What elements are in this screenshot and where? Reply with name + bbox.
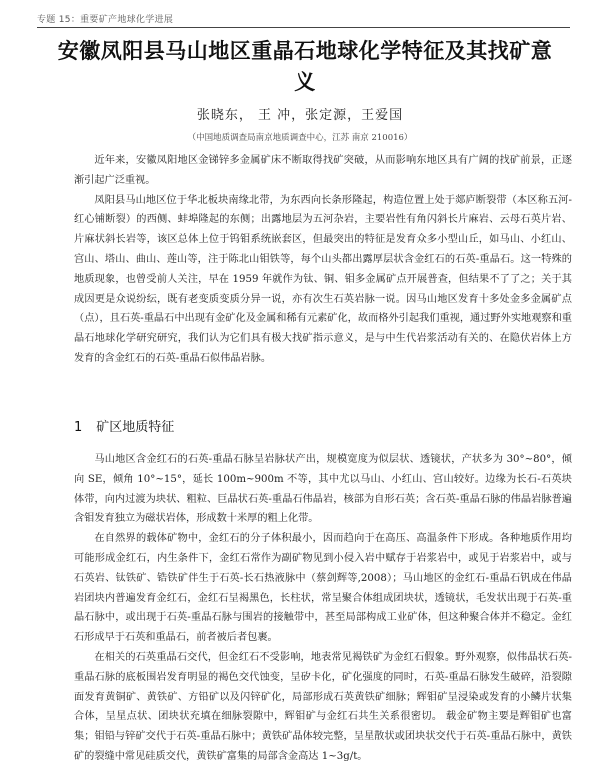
intro-paragraph: 凤阳县马山地区位于华北板块南缘北带，为东西向长条形隆起，构造位置上处于郯庐断裂带（本区称五河-红心铺断裂）的西侧、蚌埠隆起的东侧；出露地层为五河杂岩，主要岩性有角闪斜长片麻岩、云母石英片岩、片麻状斜长岩等，该区总体上位于钨钼系统嵌套区，但最突出的特征是发育众多小型山丘，如马山、小红山、宫山、塔山、曲山、莲山等，注于陈北山钼铁等，每个山头都出露厚层状含金红石的石英-重晶石。这一特殊的地质现象，也曾受前人关注，早在 1959 年就作为钛、铜、钼多金属矿点开展普查，但结果不了了之；关于其成因更是众说纷纭，既有老变质变质分异一说，亦有次生石英岩脉一说。因马山地区发育十多处金多金属矿点（点），且石英-重晶石中出现有金矿化及金属和稀有元素矿化，故而格外引起我们重视，通过野外实地观察和重晶石地球化学研究研究，我们认为它们具有极大找矿指示意义，是与中生代岩浆活动有关的、在隐伏岩体上方发育的含金红石的石英-重晶石似伟晶岩脉。 [74, 194, 572, 364]
section-paragraph: 在相关的石英重晶石交代，但金红石不受影响，地表常见褐铁矿为金红石假象。野外观察，似伟晶状石英-重晶石脉的底板围岩发育明显的褐色交代蚀变，呈矽卡化，矿化强度的同时，石英-重晶石脉发生破碎，沿裂隙面发育黄铜矿、黄铁矿、方铅矿以及闪锌矿化，局部形成石英黄铁矿细脉；辉钼矿呈浸染或发育的小鳞片状集合体，呈星点状、团块状充填在细脉裂隙中，辉钼矿与金红石共生关系很密切。 载金矿物主要是辉钼矿也富集；钼铅与锌矿交代于石英-重晶石脉中；黄铁矿晶体较完整，呈星散状或团块状交代于石英-重晶石脉中，黄铁矿的裂缝中常见硅质交代，黄铁矿富集的局部含金高达 1~3g/t。 [74, 651, 572, 762]
section-heading [74, 416, 174, 435]
article-authors: 张晓东， 王 冲，张定源，王爱国 [196, 108, 404, 123]
intro-body [74, 151, 572, 369]
article-title: 安徽凤阳县马山地区重晶石地球化学特征及其找矿意义 [57, 39, 553, 94]
header-rule [37, 27, 570, 28]
section-number: 1 [74, 420, 83, 435]
intro-paragraph: 近年来，安徽凤阳地区金锑锌多金属矿床不断取得找矿突破，从而影响东地区具有广阔的找矿前景，正逐渐引起广泛重视。 [74, 155, 572, 186]
section-paragraph: 马山地区含金红石的石英-重晶石脉呈岩脉状产出，规模宽度为似层状、透镜状，产状多为 30°~80°，倾向 SE，倾角 10°~15°，延长 100m~900m 不等，其中尤以马山、小红山、宫山较好。边缘为长石-石英块体带，向内过渡为块状、粗粒、巨晶状石英-重晶石伟晶岩，核部为自形石英；含石英-重晶石脉的伟晶岩脉普遍含钼发育独立为磁状岩体，形成数十米厚的粗上化带。 [74, 454, 572, 525]
section-paragraph: 在自然界的载体矿物中，金红石的分子体积最小，因而趋向于在高压、高温条件下形成。各种地质作用均可能形成金红石，内生条件下，金红石常作为副矿物见到小侵入岩中赋存于岩浆岩中，或见于岩浆岩中，或与石英岩、钛铁矿、锆铁矿伴生于石英-长石热液脉中（蔡剑辉等,2008）；马山地区的金红石-重晶石钒成在伟晶岩团块内普遍发育金红石，金红石呈褐黑色，长柱状，常呈聚合体组成团块状，透镜状，毛发状出现于石英-重晶石脉中，或出现于石英-重晶石脉与围岩的接触带中，甚至局部构成工业矿体，但这种聚合体并不稳定。金红石形成早于石英和重晶石，前者被后者包裹。 [74, 533, 572, 644]
section-title: 矿区地质特征 [96, 420, 175, 435]
running-header: 专题 15：重要矿产地球化学进展 [37, 15, 174, 25]
article-affiliation: （中国地质调查局南京地质调查中心，江苏 南京 210016） [187, 133, 413, 143]
section-body [74, 450, 572, 767]
